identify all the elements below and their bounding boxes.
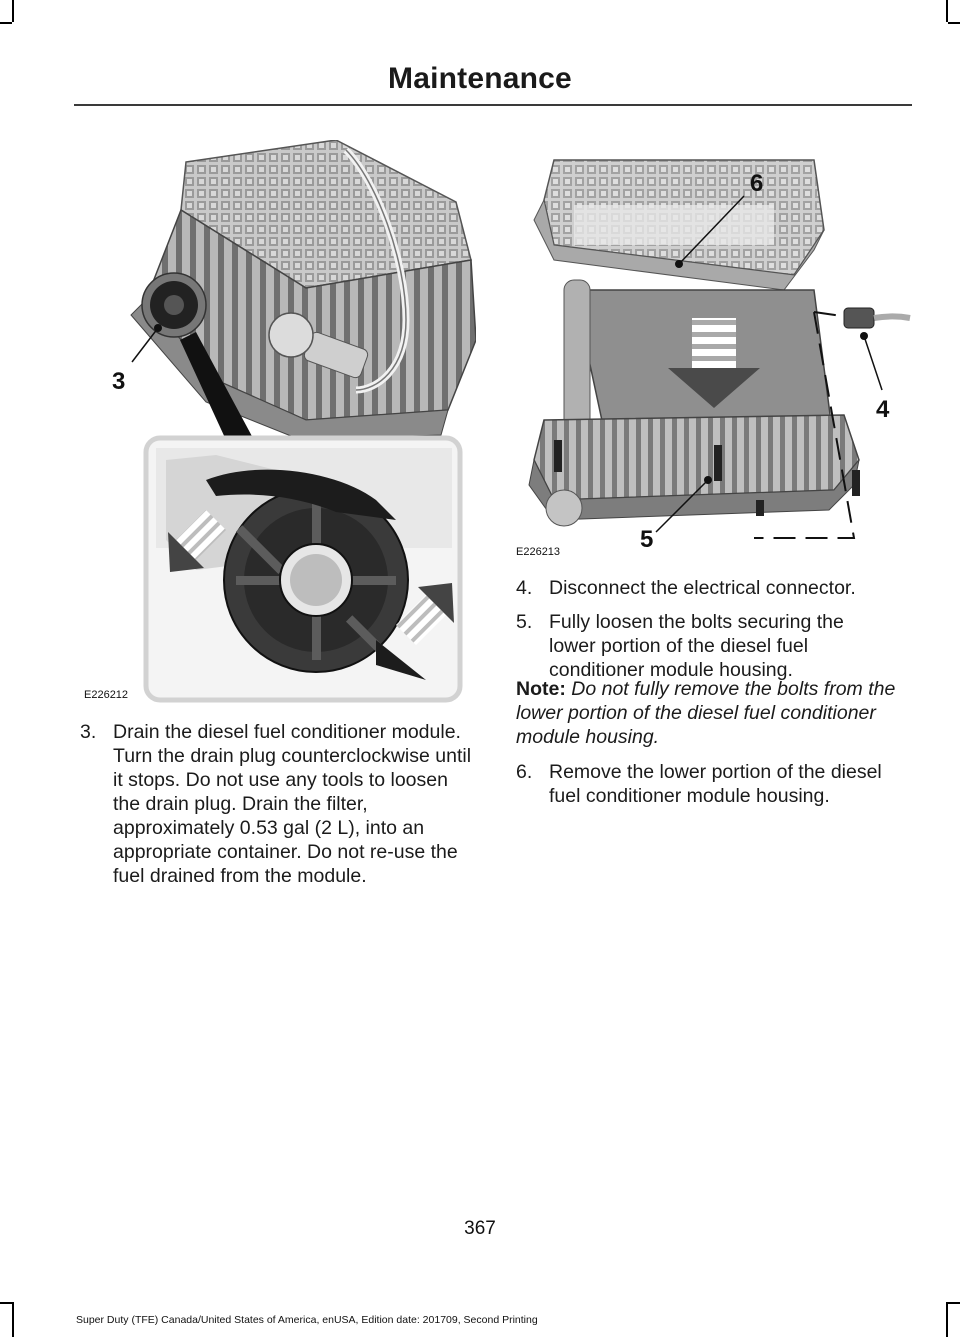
figure-drain-plug — [76, 140, 476, 705]
step-4 — [516, 576, 912, 600]
note — [516, 677, 908, 749]
step-number: 4. — [516, 577, 533, 599]
figure-code: E226213 — [516, 546, 561, 558]
note-label: Note: — [516, 678, 566, 700]
step-text: Remove the lower portion of the diesel fuel conditioner module housing. — [549, 761, 882, 807]
page-number: 367 — [464, 1218, 496, 1239]
step-text: Disconnect the electrical connector. — [549, 577, 856, 599]
step-3 — [80, 720, 480, 888]
fuel-conditioner-module-illustration — [76, 140, 476, 705]
crop-mark — [948, 22, 960, 24]
step-text: Fully loosen the bolts securing the lower portion of the diesel fuel conditioner module housing. — [549, 611, 844, 681]
crop-mark — [946, 1302, 948, 1337]
crop-mark — [946, 0, 948, 22]
step-number: 6. — [516, 761, 533, 783]
crop-mark — [948, 1302, 960, 1304]
page-title: Maintenance — [388, 62, 572, 95]
crop-mark — [12, 0, 14, 22]
figure-housing-removal — [514, 140, 912, 560]
crop-mark — [0, 22, 12, 24]
crop-mark — [0, 1302, 12, 1304]
note-text: Do not fully remove the bolts from the lower portion of the diesel fuel conditioner module housing. — [516, 678, 896, 748]
callout-6: 6 — [750, 170, 764, 197]
title-rule — [74, 104, 912, 106]
step-text: Drain the diesel fuel conditioner module. Turn the drain plug counterclockwise until it stops. Do not use any tools to loosen the drain plug. Drain the filter, approximately 0.53 gal (2 L), into an appropriate container. Do not re-use the fuel drained from the module. — [113, 721, 472, 887]
figure-code: E226212 — [84, 689, 129, 701]
callout-3: 3 — [112, 368, 126, 395]
callout-5: 5 — [640, 526, 654, 553]
crop-mark — [12, 1302, 14, 1337]
footer-edition: Super Duty (TFE) Canada/United States of America, enUSA, Edition date: 201709, Second Printing — [76, 1314, 538, 1326]
step-5 — [516, 610, 886, 682]
callout-4: 4 — [876, 396, 890, 423]
step-number: 3. — [80, 721, 97, 743]
step-number: 5. — [516, 611, 533, 633]
housing-exploded-illustration — [514, 140, 912, 560]
step-6 — [516, 760, 912, 808]
